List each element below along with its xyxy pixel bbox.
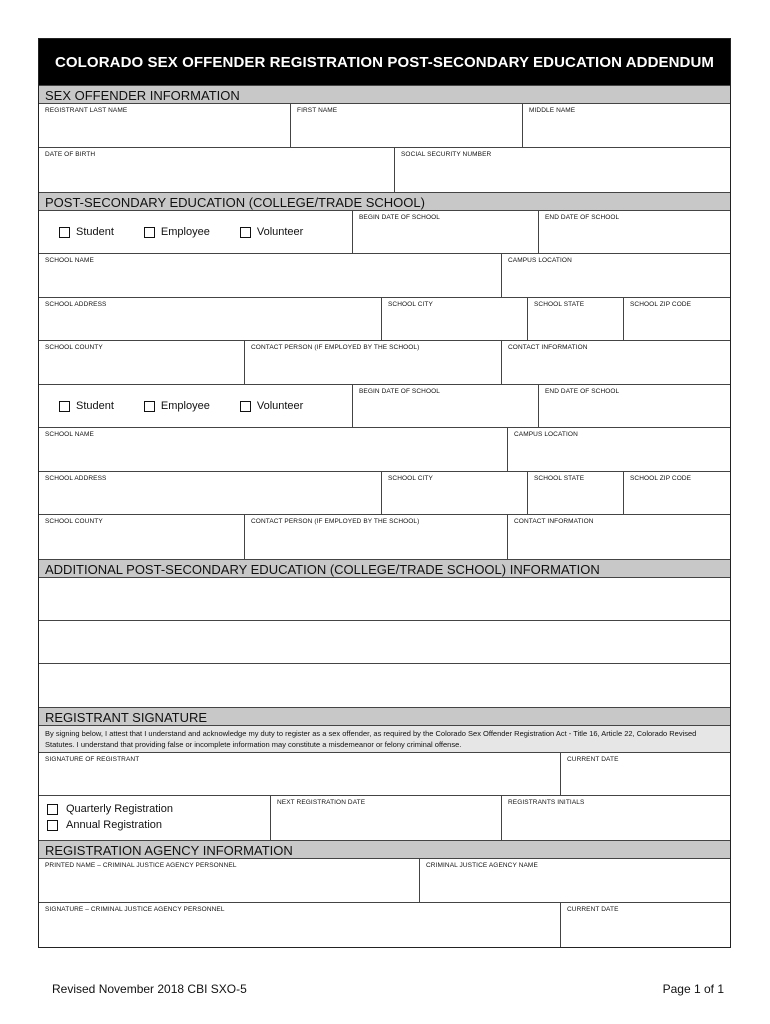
- school-zip-field[interactable]: SCHOOL ZIP CODE: [623, 298, 730, 340]
- section-signature: REGISTRANT SIGNATURE: [39, 707, 730, 726]
- school-county-field[interactable]: SCHOOL COUNTY: [45, 344, 103, 351]
- dob-row: [39, 148, 730, 192]
- school-address-field[interactable]: SCHOOL ADDRESS: [45, 301, 107, 308]
- school-county-field[interactable]: SCHOOL COUNTY: [45, 518, 103, 525]
- signature-row: [39, 753, 730, 796]
- footer-revision: Revised November 2018 CBI SXO-5: [52, 982, 247, 996]
- campus-location-field[interactable]: CAMPUS LOCATION: [507, 428, 730, 471]
- role-checkboxes-1: [39, 211, 352, 253]
- agency-current-date-field[interactable]: CURRENT DATE: [560, 903, 730, 947]
- school-state-field[interactable]: SCHOOL STATE: [527, 298, 623, 340]
- address-row-2: [39, 472, 730, 515]
- dob-field[interactable]: DATE OF BIRTH: [45, 151, 96, 158]
- middle-name-field[interactable]: MIDDLE NAME: [522, 104, 730, 147]
- end-date-field[interactable]: END DATE OF SCHOOL: [538, 211, 730, 253]
- additional-info-line[interactable]: [39, 621, 730, 664]
- agency-personnel-name-field[interactable]: PRINTED NAME – CRIMINAL JUSTICE AGENCY PERSONNEL: [45, 862, 237, 869]
- role-checkboxes-2: [39, 385, 352, 427]
- contact-info-field[interactable]: CONTACT INFORMATION: [501, 341, 730, 384]
- agency-signature-row: [39, 903, 730, 947]
- school-address-field[interactable]: SCHOOL ADDRESS: [45, 475, 107, 482]
- form-title: COLORADO SEX OFFENDER REGISTRATION POST-SECONDARY EDUCATION ADDENDUM: [39, 39, 730, 85]
- contact-person-field[interactable]: CONTACT PERSON (IF EMPLOYED BY THE SCHOOL): [244, 515, 507, 559]
- signature-current-date-field[interactable]: CURRENT DATE: [560, 753, 730, 795]
- form: [38, 38, 731, 948]
- address-row-1: [39, 298, 730, 341]
- volunteer-checkbox[interactable]: Volunteer: [240, 226, 303, 238]
- school-name-row-1: [39, 254, 730, 298]
- section-agency: REGISTRATION AGENCY INFORMATION: [39, 840, 730, 859]
- registration-type-options: [39, 796, 270, 840]
- role-row-2: [39, 385, 730, 428]
- employee-checkbox[interactable]: Employee: [144, 226, 210, 238]
- contact-person-field[interactable]: CONTACT PERSON (IF EMPLOYED BY THE SCHOOL): [244, 341, 501, 384]
- school-state-field[interactable]: SCHOOL STATE: [527, 472, 623, 514]
- name-row: [39, 104, 730, 148]
- contact-info-field[interactable]: CONTACT INFORMATION: [507, 515, 730, 559]
- student-checkbox[interactable]: Student: [59, 226, 114, 238]
- student-checkbox[interactable]: Student: [59, 400, 114, 412]
- end-date-field[interactable]: END DATE OF SCHOOL: [538, 385, 730, 427]
- quarterly-registration-checkbox[interactable]: Quarterly Registration: [47, 801, 270, 817]
- county-row-1: [39, 341, 730, 385]
- last-name-field[interactable]: REGISTRANT LAST NAME: [45, 107, 128, 114]
- school-city-field[interactable]: SCHOOL CITY: [381, 298, 527, 340]
- registrant-signature-field[interactable]: SIGNATURE OF REGISTRANT: [45, 756, 140, 763]
- additional-info-line[interactable]: [39, 578, 730, 621]
- attestation-text: By signing below, I attest that I understand and acknowledge my duty to register as a sex offender, as required by the Colorado Sex Offender Registration Act - Title 16, Article 22, Colorado Revised Statutes. I understand that providing false or incomplete information may constitute a misdemeanor or felony criminal offense.: [39, 726, 730, 753]
- first-name-field[interactable]: FIRST NAME: [290, 104, 522, 147]
- school-city-field[interactable]: SCHOOL CITY: [381, 472, 527, 514]
- begin-date-field[interactable]: BEGIN DATE OF SCHOOL: [352, 385, 538, 427]
- additional-info-area: [39, 578, 730, 707]
- school-zip-field[interactable]: SCHOOL ZIP CODE: [623, 472, 730, 514]
- campus-location-field[interactable]: CAMPUS LOCATION: [501, 254, 730, 297]
- footer-page-number: Page 1 of 1: [662, 982, 724, 996]
- ssn-field[interactable]: SOCIAL SECURITY NUMBER: [394, 148, 730, 192]
- next-registration-date-field[interactable]: NEXT REGISTRATION DATE: [270, 796, 501, 840]
- role-row-1: [39, 211, 730, 254]
- begin-date-field[interactable]: BEGIN DATE OF SCHOOL: [352, 211, 538, 253]
- registration-type-row: [39, 796, 730, 840]
- annual-registration-checkbox[interactable]: Annual Registration: [47, 817, 270, 833]
- section-education: POST-SECONDARY EDUCATION (COLLEGE/TRADE SCHOOL): [39, 192, 730, 211]
- employee-checkbox[interactable]: Employee: [144, 400, 210, 412]
- agency-name-field[interactable]: CRIMINAL JUSTICE AGENCY NAME: [419, 859, 730, 902]
- section-additional: ADDITIONAL POST-SECONDARY EDUCATION (COLLEGE/TRADE SCHOOL) INFORMATION: [39, 559, 730, 578]
- school-name-field[interactable]: SCHOOL NAME: [45, 431, 94, 438]
- county-row-2: [39, 515, 730, 559]
- section-offender-info: SEX OFFENDER INFORMATION: [39, 85, 730, 104]
- agency-signature-field[interactable]: SIGNATURE – CRIMINAL JUSTICE AGENCY PERSONNEL: [45, 906, 225, 913]
- school-name-row-2: [39, 428, 730, 472]
- registrant-initials-field[interactable]: REGISTRANTS INITIALS: [501, 796, 730, 840]
- additional-info-line[interactable]: [39, 664, 730, 707]
- school-name-field[interactable]: SCHOOL NAME: [45, 257, 94, 264]
- agency-name-row: [39, 859, 730, 903]
- volunteer-checkbox[interactable]: Volunteer: [240, 400, 303, 412]
